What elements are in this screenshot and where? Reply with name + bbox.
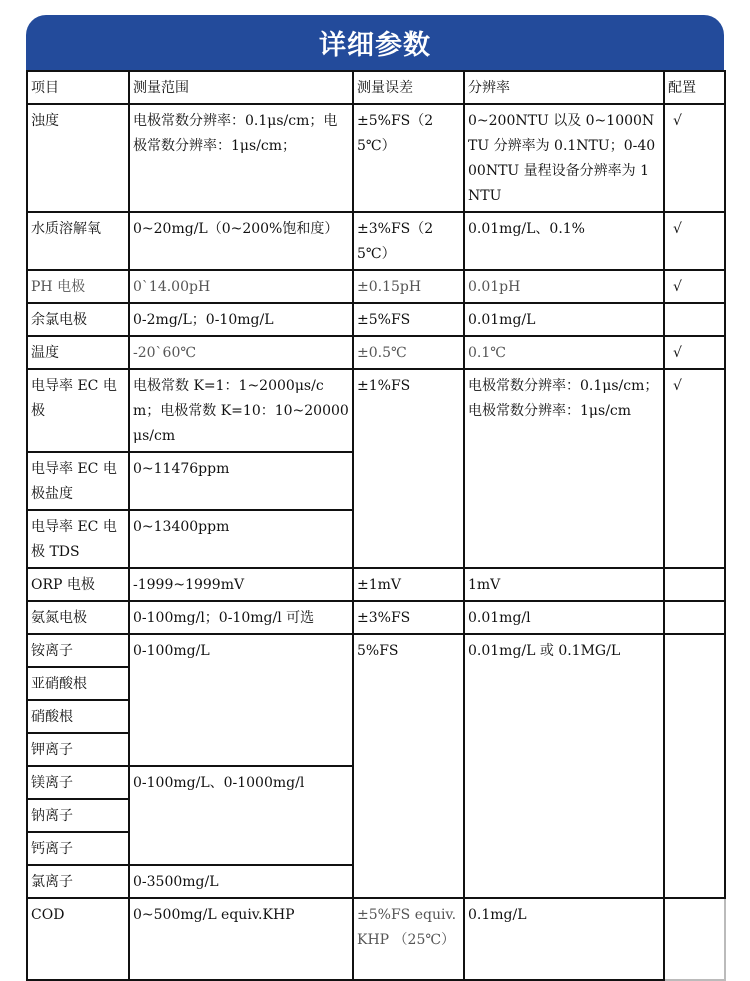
resolution-cell: 0.01pH bbox=[464, 270, 664, 303]
range-cell: 0-100mg/l；0-10mg/l 可选 bbox=[129, 601, 353, 634]
resolution-cell: 0.1mg/L bbox=[464, 898, 664, 980]
table-row-orp bbox=[27, 568, 725, 601]
table-row-temp bbox=[27, 336, 725, 369]
item-cell: 硝酸根 bbox=[27, 700, 129, 733]
config-check: √ bbox=[664, 369, 725, 568]
table-row-ammonia bbox=[27, 601, 725, 634]
item-cell: 浊度 bbox=[27, 104, 129, 212]
header-resolution: 分辨率 bbox=[464, 71, 664, 104]
range-cell: 0~20mg/L（0~200%饱和度） bbox=[129, 212, 353, 270]
error-cell: ±5%FS（25℃） bbox=[353, 104, 464, 212]
item-cell: 镁离子 bbox=[27, 766, 129, 799]
title-banner bbox=[26, 15, 724, 70]
parameter-table bbox=[26, 70, 726, 981]
resolution-cell: 0.01mg/L、0.1% bbox=[464, 212, 664, 270]
resolution-cell: 0~200NTU 以及 0~1000NTU 分辨率为 0.1NTU；0-4000NTU 量程设备分辨率为 1NTU bbox=[464, 104, 664, 212]
item-cell: 氯离子 bbox=[27, 865, 129, 898]
table-row-turbidity bbox=[27, 104, 725, 212]
item-cell: 余氯电极 bbox=[27, 303, 129, 336]
error-cell: ±1%FS bbox=[353, 369, 464, 568]
range-cell: 电极常数 K=1：1~2000μs/cm；电极常数 K=10：10~20000μs/cm bbox=[129, 369, 353, 452]
error-cell: 5%FS bbox=[353, 634, 464, 898]
item-cell: 水质溶解氧 bbox=[27, 212, 129, 270]
item-cell: PH 电极 bbox=[27, 270, 129, 303]
resolution-cell: 0.01mg/l bbox=[464, 601, 664, 634]
header-range: 测量范围 bbox=[129, 71, 353, 104]
item-cell: COD bbox=[27, 898, 129, 980]
item-cell: 亚硝酸根 bbox=[27, 667, 129, 700]
range-cell: 电极常数分辨率：0.1μs/cm；电极常数分辨率：1μs/cm； bbox=[129, 104, 353, 212]
error-cell: ±5%FS bbox=[353, 303, 464, 336]
table-row-cod bbox=[27, 898, 725, 980]
error-cell: ±0.5℃ bbox=[353, 336, 464, 369]
error-cell: ±3%FS（25℃） bbox=[353, 212, 464, 270]
resolution-cell: 0.1℃ bbox=[464, 336, 664, 369]
table-header-row bbox=[27, 71, 725, 104]
resolution-cell: 0.01mg/L bbox=[464, 303, 664, 336]
header-error: 测量误差 bbox=[353, 71, 464, 104]
header-config: 配置 bbox=[664, 71, 725, 104]
header-item: 项目 bbox=[27, 71, 129, 104]
item-cell: 电导率 EC 电极 TDS bbox=[27, 510, 129, 568]
page-title: 详细参数 bbox=[319, 30, 431, 61]
range-cell: 0`14.00pH bbox=[129, 270, 353, 303]
resolution-cell: 电极常数分辨率：0.1μs/cm；电极常数分辨率：1μs/cm bbox=[464, 369, 664, 568]
item-cell: 铵离子 bbox=[27, 634, 129, 667]
resolution-cell: 1mV bbox=[464, 568, 664, 601]
table-row-ec bbox=[27, 369, 725, 452]
error-cell: ±3%FS bbox=[353, 601, 464, 634]
config-check bbox=[664, 898, 725, 980]
error-cell: ±1mV bbox=[353, 568, 464, 601]
range-cell: -20`60℃ bbox=[129, 336, 353, 369]
error-cell: ±0.15pH bbox=[353, 270, 464, 303]
table-row-ion bbox=[27, 634, 725, 667]
item-cell: 电导率 EC 电极盐度 bbox=[27, 452, 129, 510]
table-row-do bbox=[27, 212, 725, 270]
resolution-cell: 0.01mg/L 或 0.1MG/L bbox=[464, 634, 664, 898]
range-cell: 0-3500mg/L bbox=[129, 865, 353, 898]
range-cell: 0~11476ppm bbox=[129, 452, 353, 510]
error-cell: ±5%FS equiv.KHP （25℃） bbox=[353, 898, 464, 980]
config-check bbox=[664, 634, 725, 898]
config-check bbox=[664, 303, 725, 336]
range-cell: 0-2mg/L；0-10mg/L bbox=[129, 303, 353, 336]
item-cell: 电导率 EC 电极 bbox=[27, 369, 129, 452]
item-cell: 氨氮电极 bbox=[27, 601, 129, 634]
range-cell: -1999~1999mV bbox=[129, 568, 353, 601]
config-check: √ bbox=[664, 212, 725, 270]
config-check bbox=[664, 601, 725, 634]
table-row-ph bbox=[27, 270, 725, 303]
item-cell: 温度 bbox=[27, 336, 129, 369]
item-cell: 钙离子 bbox=[27, 832, 129, 865]
item-cell: 钾离子 bbox=[27, 733, 129, 766]
config-check bbox=[664, 568, 725, 601]
config-check: √ bbox=[664, 270, 725, 303]
item-cell: ORP 电极 bbox=[27, 568, 129, 601]
config-check: √ bbox=[664, 104, 725, 212]
table-row-chlorine bbox=[27, 303, 725, 336]
range-cell: 0-100mg/L bbox=[129, 634, 353, 766]
range-cell: 0-100mg/L、0-1000mg/l bbox=[129, 766, 353, 865]
item-cell: 钠离子 bbox=[27, 799, 129, 832]
config-check: √ bbox=[664, 336, 725, 369]
range-cell: 0~500mg/L equiv.KHP bbox=[129, 898, 353, 980]
range-cell: 0~13400ppm bbox=[129, 510, 353, 568]
